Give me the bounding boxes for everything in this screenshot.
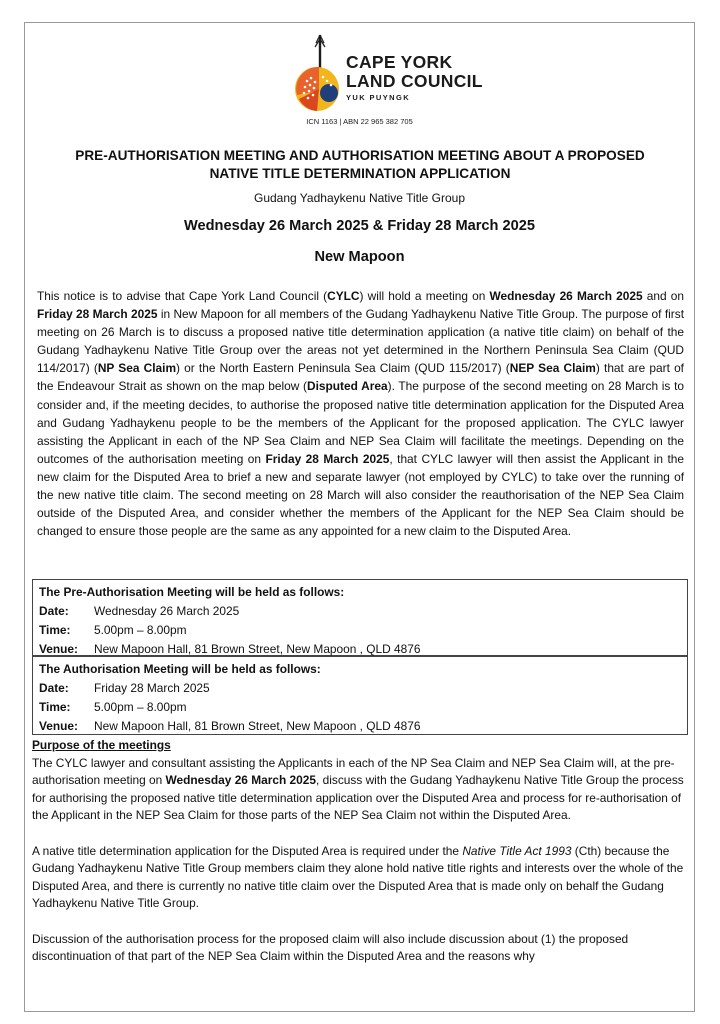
purpose-paragraph-3: Discussion of the authorisation process for the proposed claim will also include discussion about (1) the proposed discontinuation of that part of the NEP Sea Claim within the Disputed Area and the reasons why [32, 931, 629, 964]
purpose-paragraph-2: A native title determination application for the Disputed Area is required under the Native Title Act 1993 (Cth) because the Gudang Yadhaykenu Native Title Group members claim they alone hold native title rights and interests over the whole of the Disputed Area, and there is currently no native title claim over the Disputed Area that is made only on behalf the Gudang Yadhaykenu Native Title Group. [32, 843, 684, 911]
org-name-line2: LAND COUNCIL [346, 71, 483, 91]
meeting1-time-row: Time: 5.00pm – 8.00pm [39, 621, 687, 640]
meeting1-heading: The Pre-Authorisation Meeting will be held as follows: [39, 585, 345, 599]
meeting2-date: Friday 28 March 2025 [94, 681, 210, 695]
org-subname: YUK PUYNGK [346, 93, 411, 102]
page-title: PRE-AUTHORISATION MEETING AND AUTHORISATION MEETING ABOUT A PROPOSED NATIVE TITLE DETERMINATION APPLICATION [75, 148, 645, 181]
cylc-logo-icon [293, 33, 345, 113]
authorisation-meeting-box [32, 656, 688, 735]
meeting-location: New Mapoon [314, 249, 405, 265]
meeting2-venue-row: Venue: New Mapoon Hall, 81 Brown Street, New Mapoon , QLD 4876 [39, 717, 687, 736]
logo-wordmark [346, 53, 483, 102]
intro-paragraph: This notice is to advise that Cape York Land Council (CYLC) will hold a meeting on Wednesday 26 March 2025 and on Friday 28 March 2025 in New Mapoon for all members of the Gudang Yadhaykenu Native Title Group. The purpose of first meeting on 26 March is to discuss a proposed native title determination application (a native title claim) on behalf of the Gudang Yadhaykenu Native Title Group over the areas not yet determined in the Northern Peninsula Sea Claim (QUD 114/2017) (NP Sea Claim) or the North Eastern Peninsula Sea Claim (QUD 115/2017) (NEP Sea Claim) that are part of the Endeavour Strait as shown on the map below (Disputed Area). The purpose of the second meeting on 28 March is to consider and, if the meeting decides, to authorise the proposed native title determination application for the Disputed Area and Gudang Yadhaykenu people to be the members of the Applicant for the proposed application. The CYLC lawyer assisting the Applicant in each of the NP Sea Claim and NEP Sea Claim will facilitate the meetings. Depending on the outcomes of the authorisation meeting on Friday 28 March 2025, that CYLC lawyer will then assist the Applicant in the new claim for the Disputed Area to brief a new and separate lawyer (not employed by CYLC) to take over the running of the new native title claim. The second meeting on 28 March will also consider the reauthorisation of the NEP Sea Claim outside of the Disputed Area, and consider whether the members of the Applicant for the NEP Sea Claim should be changed to ensure those people are the same as any appointed for a new claim to the Disputed Area. [37, 289, 685, 539]
purpose-section [32, 737, 688, 983]
meeting1-date-row: Date: Wednesday 26 March 2025 [39, 602, 687, 621]
purpose-heading: Purpose of the meetings [32, 738, 171, 752]
cylc-logo [293, 33, 493, 128]
meeting2-heading: The Authorisation Meeting will be held as follows: [39, 662, 321, 676]
meeting1-venue: New Mapoon Hall, 81 Brown Street, New Mapoon , QLD 4876 [94, 642, 421, 656]
document-page [24, 22, 695, 1012]
meeting2-venue: New Mapoon Hall, 81 Brown Street, New Mapoon , QLD 4876 [94, 719, 421, 733]
meeting1-date: Wednesday 26 March 2025 [94, 604, 240, 618]
meeting2-date-row: Date: Friday 28 March 2025 [39, 679, 687, 698]
purpose-paragraph-1: The CYLC lawyer and consultant assisting the Applicants in each of the NP Sea Claim and NEP Sea Claim will, at the pre-authorisation meeting on Wednesday 26 March 2025, discuss with the Gudang Yadhaykenu Native Title Group the process for authorising the proposed native title determination application over the Disputed Area and process for re-authorisation of the Applicant in the NEP Sea Claim for those parts of the NEP Sea Claim not within the Disputed Area. [32, 755, 684, 823]
meeting-dates: Wednesday 26 March 2025 & Friday 28 March 2025 [184, 218, 535, 234]
meeting1-venue-row: Venue: New Mapoon Hall, 81 Brown Street, New Mapoon , QLD 4876 [39, 640, 687, 659]
meeting2-time-row: Time: 5.00pm – 8.00pm [39, 698, 687, 717]
org-name-line1: CAPE YORK [346, 52, 453, 72]
meeting1-time: 5.00pm – 8.00pm [94, 623, 187, 637]
meeting2-time: 5.00pm – 8.00pm [94, 700, 187, 714]
icn-abn: ICN 1163 | ABN 22 965 382 705 [306, 117, 413, 126]
pre-authorisation-meeting-box [32, 579, 688, 656]
page-subtitle: Gudang Yadhaykenu Native Title Group [253, 191, 466, 205]
